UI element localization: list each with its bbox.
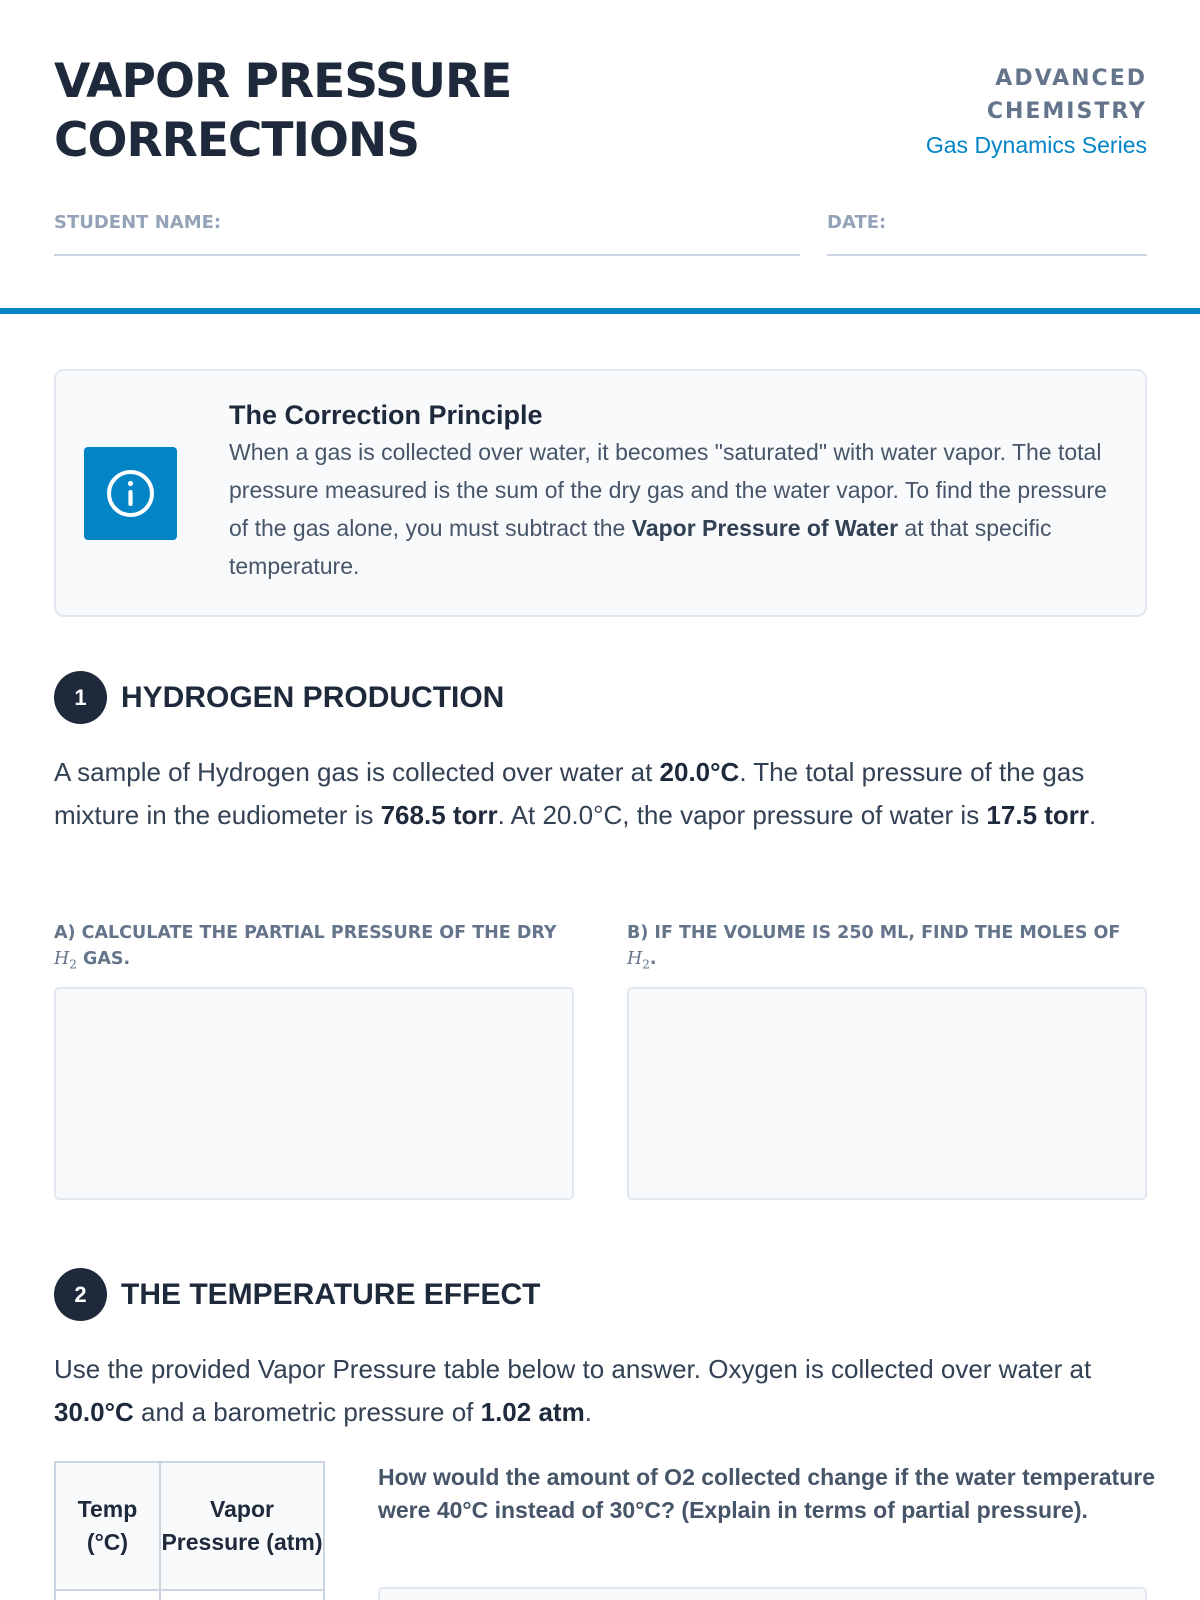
section-2-pressure: 1.02 atm (480, 1397, 585, 1427)
section-1-total-pressure: 768.5 torr (380, 800, 498, 830)
callout-text (229, 433, 1119, 585)
date-label: DATE: (827, 212, 887, 233)
question-1b-text: B) IF THE VOLUME IS 250 ML, FIND THE MOLES OF (627, 923, 1121, 943)
question-1b-formula (627, 949, 650, 972)
student-fields (54, 212, 1147, 256)
vapor-pressure-table (54, 1461, 325, 1600)
subject-line-2: CHEMISTRY (986, 99, 1147, 124)
answer-box-1b[interactable] (627, 987, 1147, 1200)
question-1a-formula-symbol: H (54, 949, 70, 969)
section-1-text-2: . The total pressure of the gas mixture in the eudiometer is (54, 757, 1085, 830)
callout-text-part-1: When a gas is collected over water, it becomes "saturated" with water vapor. The total pressure measured is the sum of the dry gas and the water vapor. To find the pressure of the gas alone, you must subtract the (229, 439, 1107, 541)
section-2-text-3: . (584, 1397, 592, 1427)
table-header-vapor-pressure: Vapor Pressure (atm) (160, 1462, 324, 1590)
question-2-prompt: How would the amount of O2 collected change if the water temperature were 40°C instead of 30°C? (Explain in terms of partial pressure). (378, 1464, 1156, 1523)
question-1a-text-end: GAS. (76, 949, 131, 969)
section-1-heading (54, 671, 754, 725)
principle-callout (54, 369, 1147, 617)
table-header-row (55, 1462, 324, 1590)
section-1-title: HYDROGEN PRODUCTION (121, 681, 505, 714)
table-cell (55, 1590, 160, 1600)
callout-title: The Correction Principle (229, 400, 543, 430)
section-2-temperature: 30.0°C (54, 1397, 134, 1427)
section-2-heading (54, 1268, 754, 1322)
table-header-temp: Temp (°C) (55, 1462, 160, 1590)
question-1a-formula-subscript: 2 (69, 957, 77, 972)
student-name-label: STUDENT NAME: (54, 212, 222, 233)
section-2-title: THE TEMPERATURE EFFECT (121, 1278, 541, 1311)
answer-box-1a[interactable] (54, 987, 574, 1200)
section-1-problem-text (54, 751, 1147, 837)
info-icon-box (84, 447, 177, 540)
table-row (55, 1590, 324, 1600)
callout-body (229, 397, 1119, 585)
section-1-text-1: A sample of Hydrogen gas is collected over water at (54, 757, 660, 787)
date-field[interactable] (827, 212, 1147, 256)
answer-box-2[interactable] (378, 1587, 1147, 1600)
question-1b-label (627, 920, 1147, 978)
section-2-text-1: Use the provided Vapor Pressure table below to answer. Oxygen is collected over water at (54, 1354, 1092, 1384)
question-1b-formula-subscript: 2 (642, 957, 650, 972)
title-line-1: VAPOR PRESSURE (54, 54, 512, 109)
section-1-text-4: . (1089, 800, 1097, 830)
callout-text-part-2: at that specific temperature. (229, 515, 1052, 579)
question-1a-label (54, 920, 574, 978)
student-name-field[interactable] (54, 212, 800, 256)
table-cell (160, 1590, 324, 1600)
course-subject (926, 62, 1147, 128)
section-2-number-badge: 2 (54, 1268, 107, 1321)
question-1a-text: A) CALCULATE THE PARTIAL PRESSURE OF THE DRY (54, 923, 557, 943)
callout-text-emphasis: Vapor Pressure of Water (631, 515, 899, 541)
section-1-vapor-pressure: 17.5 torr (986, 800, 1090, 830)
section-1-number-badge: 1 (54, 671, 107, 724)
worksheet-header (54, 52, 1147, 172)
title-line-2: CORRECTIONS (54, 113, 420, 168)
question-1a-formula (54, 949, 77, 972)
subject-line-1: ADVANCED (995, 66, 1147, 91)
info-icon (105, 468, 156, 519)
header-divider (0, 308, 1200, 314)
section-1-temperature: 20.0°C (659, 757, 740, 787)
section-2-problem-text (54, 1348, 1147, 1434)
section-2-text-2: and a barometric pressure of (133, 1397, 481, 1427)
question-1b-text-end: . (649, 949, 657, 969)
course-info (926, 62, 1147, 162)
series-name: Gas Dynamics Series (925, 132, 1147, 158)
section-1-text-3: . At 20.0°C, the vapor pressure of water is (497, 800, 987, 830)
question-1b-formula-symbol: H (627, 949, 643, 969)
